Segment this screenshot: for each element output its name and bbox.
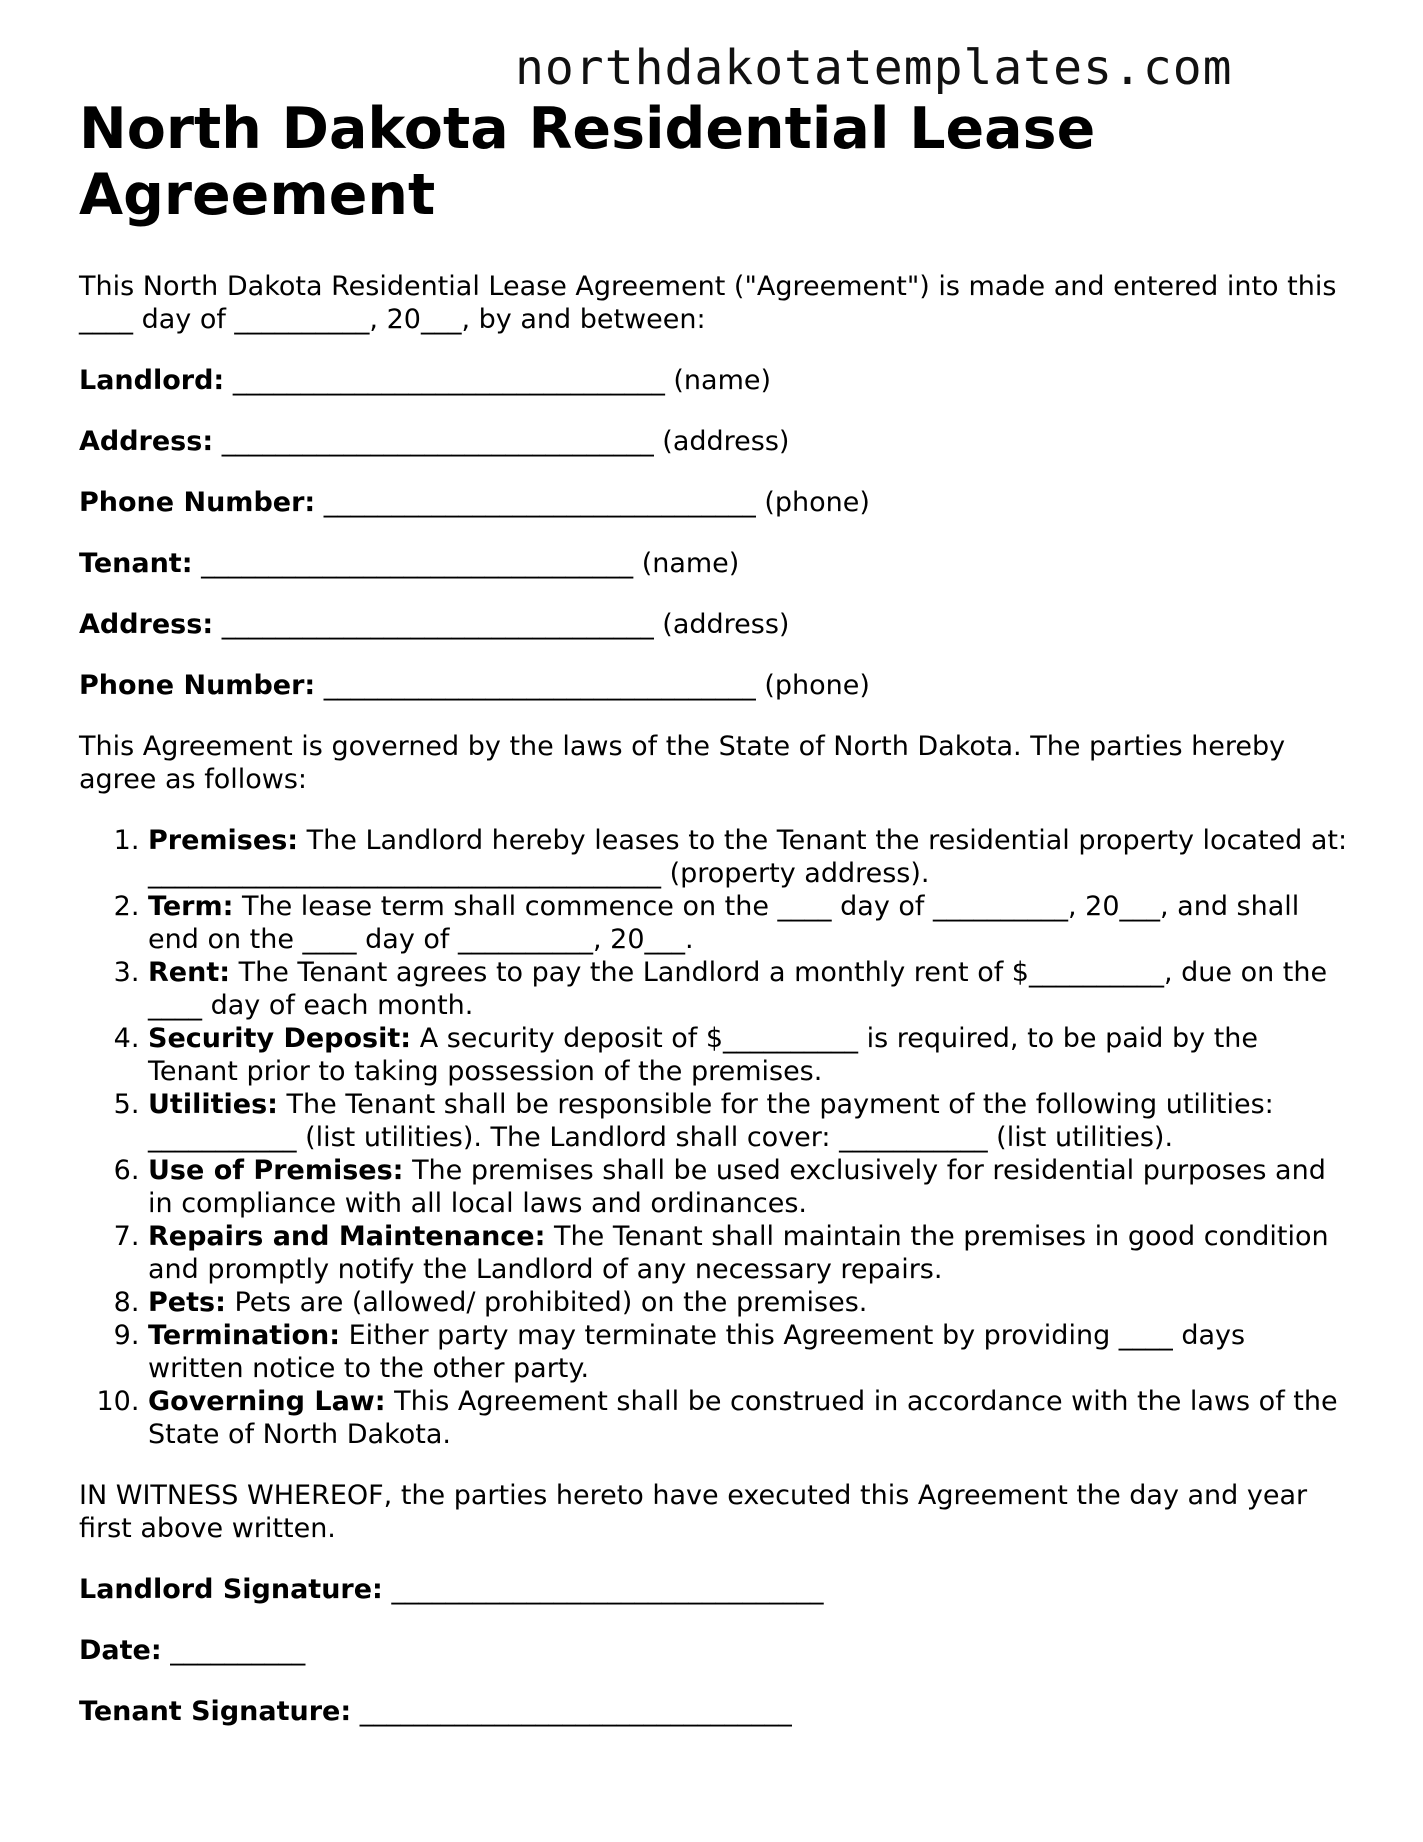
witness-paragraph: IN WITNESS WHEREOF, the parties hereto have executed this Agreement the day and year first above written. bbox=[79, 1480, 1308, 1544]
field-label: Landlord Signature: bbox=[79, 1574, 383, 1605]
clause-text: The Tenant agrees to pay the Landlord a monthly rent of $__________, due on the ____ day of each month. bbox=[148, 957, 1328, 1021]
clause-text: Pets are (allowed/ prohibited) on the premises. bbox=[234, 1287, 868, 1318]
clause-item bbox=[148, 1220, 1349, 1286]
clause-term: Repairs and Maintenance: bbox=[148, 1221, 546, 1252]
clause-item bbox=[148, 890, 1349, 956]
clause-term: Termination: bbox=[148, 1320, 341, 1351]
site-watermark: northdakotatemplates.com bbox=[515, 40, 1233, 96]
tenant-signature-field bbox=[79, 1695, 1349, 1728]
clause-item bbox=[148, 1088, 1349, 1154]
clause-term: Premises: bbox=[148, 825, 299, 856]
landlord-phone-field bbox=[79, 486, 1349, 519]
field-label: Date: bbox=[79, 1635, 162, 1666]
field-blank: ________________________________ (address) bbox=[221, 426, 790, 457]
landlord-name-field bbox=[79, 364, 1349, 397]
clause-text: Either party may terminate this Agreement by providing ____ days written notice to the other party. bbox=[148, 1320, 1246, 1384]
clause-term: Utilities: bbox=[148, 1089, 278, 1120]
parties-section bbox=[79, 364, 1349, 702]
clause-text: The lease term shall commence on the ____ day of __________, 20___, and shall end on the ____ day of __________, 20___. bbox=[148, 891, 1300, 955]
clause-term: Security Deposit: bbox=[148, 1023, 412, 1054]
field-label: Phone Number: bbox=[79, 670, 316, 701]
tenant-name-field bbox=[79, 547, 1349, 580]
field-label: Landlord: bbox=[79, 365, 225, 396]
field-label: Tenant Signature: bbox=[79, 1696, 352, 1727]
field-blank: ________________________________ (address) bbox=[221, 609, 790, 640]
clause-text: The Tenant shall be responsible for the payment of the following utilities: ___________ (list utilities). The Landlord shall cover: ___________ (list utilities). bbox=[148, 1089, 1274, 1153]
lease-document bbox=[79, 96, 1349, 1728]
clause-item bbox=[148, 824, 1349, 890]
clause-text: The premises shall be used exclusively for residential purposes and in compliance with all local laws and ordinances. bbox=[148, 1155, 1326, 1219]
field-blank: ________________________________ (phone) bbox=[323, 487, 870, 518]
tenant-phone-field bbox=[79, 669, 1349, 702]
clause-text: A security deposit of $__________ is required, to be paid by the Tenant prior to taking possession of the premises. bbox=[148, 1023, 1259, 1087]
landlord-address-field bbox=[79, 425, 1349, 458]
clause-item bbox=[148, 1385, 1349, 1451]
clause-item bbox=[148, 1022, 1349, 1088]
clause-term: Rent: bbox=[148, 957, 231, 988]
clause-text: This Agreement shall be construed in accordance with the laws of the State of North Dakota. bbox=[148, 1386, 1338, 1450]
governing-paragraph: This Agreement is governed by the laws of the State of North Dakota. The parties hereby agree as follows: bbox=[79, 731, 1286, 795]
tenant-address-field bbox=[79, 608, 1349, 641]
landlord-signature-field bbox=[79, 1573, 1349, 1606]
clause-item bbox=[148, 1319, 1349, 1385]
field-blank: ________________________________ (phone) bbox=[323, 670, 870, 701]
clause-text: The Tenant shall maintain the premises in good condition and promptly notify the Landlord of any necessary repairs. bbox=[148, 1221, 1329, 1285]
intro-paragraph: This North Dakota Residential Lease Agreement ("Agreement") is made and entered into this ____ day of __________, 20___, by and between: bbox=[79, 271, 1337, 335]
date-field bbox=[79, 1634, 1349, 1667]
field-blank: ________________________________ (name) bbox=[232, 365, 772, 396]
signatures-section bbox=[79, 1573, 1349, 1728]
field-blank: ________________________________ (name) bbox=[201, 548, 740, 579]
field-label: Phone Number: bbox=[79, 487, 316, 518]
clause-item bbox=[148, 1154, 1349, 1220]
clause-text: The Landlord hereby leases to the Tenant the residential property located at: ______________________________________ (property address). bbox=[148, 825, 1348, 889]
clause-term: Governing Law: bbox=[148, 1386, 386, 1417]
field-label: Address: bbox=[79, 609, 214, 640]
field-label: Address: bbox=[79, 426, 214, 457]
clauses-list bbox=[79, 824, 1349, 1451]
clause-term: Pets: bbox=[148, 1287, 226, 1318]
clause-item bbox=[148, 1286, 1349, 1319]
field-blank: ________________________________ bbox=[391, 1574, 824, 1605]
document-title: North Dakota Residential Lease Agreement bbox=[79, 96, 1096, 228]
field-blank: __________ bbox=[170, 1635, 306, 1666]
clause-term: Term: bbox=[148, 891, 234, 922]
clause-item bbox=[148, 956, 1349, 1022]
field-label: Tenant: bbox=[79, 548, 193, 579]
clause-term: Use of Premises: bbox=[148, 1155, 404, 1186]
field-blank: ________________________________ bbox=[359, 1696, 792, 1727]
